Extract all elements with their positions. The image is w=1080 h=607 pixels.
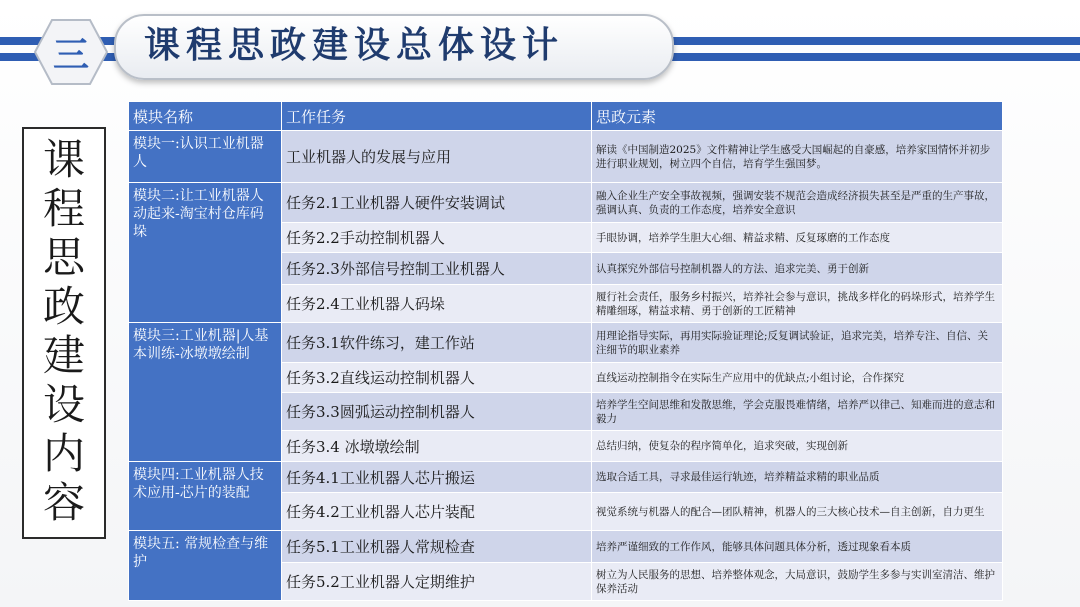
element-cell: 用理论指导实际，再用实际验证理论;反复调试验证，追求完美，培养专注、自信、关注细节的职业素养 [592,323,1003,363]
section-numeral: 三 [52,34,89,76]
task-cell: 任务5.1工业机器人常规检查 [282,531,592,563]
side-title-char: 政 [42,282,85,331]
task-cell: 工业机器人的发展与应用 [282,131,592,183]
column-header-task: 工作任务 [282,102,592,131]
element-cell: 履行社会责任，服务乡村振兴，培养社会参与意识，挑战多样化的码垛形式，培养学生精雕细琢，精益求精、勇于创新的工匠精神 [592,285,1003,323]
side-title-char: 课 [42,135,85,184]
element-cell: 培养学生空间思维和发散思维，学会克服畏难情绪，培养严以律己、知难而进的意志和毅力 [592,393,1003,431]
task-cell: 任务3.1软件练习，建工作站 [282,323,592,363]
element-cell: 选取合适工具，寻求最佳运行轨迹，培养精益求精的职业品质 [592,462,1003,493]
table-row [129,323,1003,363]
module-cell: 模块四:工业机器人技术应用-芯片的装配 [129,462,282,531]
element-cell: 解读《中国制造2025》文件精神让学生感受大国崛起的自豪感，培养家国情怀并初步进行职业规划，树立四个自信，培育学生强国梦。 [592,131,1003,183]
side-title-char: 容 [42,478,85,527]
table-row [129,131,1003,183]
task-cell: 任务3.3圆弧运动控制机器人 [282,393,592,431]
side-title-char: 思 [42,233,85,282]
task-cell: 任务4.2工业机器人芯片装配 [282,493,592,531]
task-cell: 任务2.2手动控制机器人 [282,223,592,253]
task-cell: 任务2.1工业机器人硬件安装调试 [282,183,592,223]
task-cell: 任务4.1工业机器人芯片搬运 [282,462,592,493]
task-cell: 任务2.4工业机器人码垛 [282,285,592,323]
table-row [129,462,1003,493]
module-cell: 模块三:工业机器|人基本训练-冰墩墩绘制 [129,323,282,462]
section-number-badge [34,18,108,86]
element-cell: 直线运动控制指令在实际生产应用中的优缺点;小组讨论，合作探究 [592,363,1003,393]
page-title: 课程思政建设总体设计 [144,25,565,66]
element-cell: 总结归纳，使复杂的程序简单化，追求突破，实现创新 [592,431,1003,462]
task-cell: 任务3.2直线运动控制机器人 [282,363,592,393]
column-header-module: 模块名称 [129,102,282,131]
module-cell: 模块五: 常规检查与维护 [129,531,282,601]
element-cell: 融入企业生产安全事故视频，强调安装不规范会造成经济损失甚至是严重的生产事故，强调认真、负责的工作态度，培养安全意识 [592,183,1003,223]
column-header-element: 思政元素 [592,102,1003,131]
course-design-table [128,101,1002,604]
task-cell: 任务5.2工业机器人定期维护 [282,563,592,601]
table-header-row [129,102,1003,131]
element-cell: 视觉系统与机器人的配合—团队精神，机器人的三大核心技术—自主创新，自力更生 [592,493,1003,531]
element-cell: 培养严谨细致的工作作风，能够具体问题具体分析，透过现象看本质 [592,531,1003,563]
module-cell: 模块一:认识工业机器人 [129,131,282,183]
task-cell: 任务2.3外部信号控制工业机器人 [282,253,592,285]
element-cell: 认真探究外部信号控制机器人的方法、追求完美、勇于创新 [592,253,1003,285]
side-title-char: 设 [42,380,85,429]
side-title-char: 建 [42,331,85,380]
element-cell: 树立为人民服务的思想、培养整体观念，大局意识，鼓励学生多参与实训室清洁、维护保养活动 [592,563,1003,601]
module-cell: 模块二:让工业机器人动起来-淘宝村仓库码垛 [129,183,282,323]
table-row [129,183,1003,223]
title-plate [114,14,674,80]
table-row [129,531,1003,563]
task-cell: 任务3.4 冰墩墩绘制 [282,431,592,462]
side-vertical-title [22,127,106,539]
side-title-char: 内 [42,429,85,478]
side-title-char: 程 [42,184,85,233]
element-cell: 手眼协调，培养学生胆大心细、精益求精、反复琢磨的工作态度 [592,223,1003,253]
